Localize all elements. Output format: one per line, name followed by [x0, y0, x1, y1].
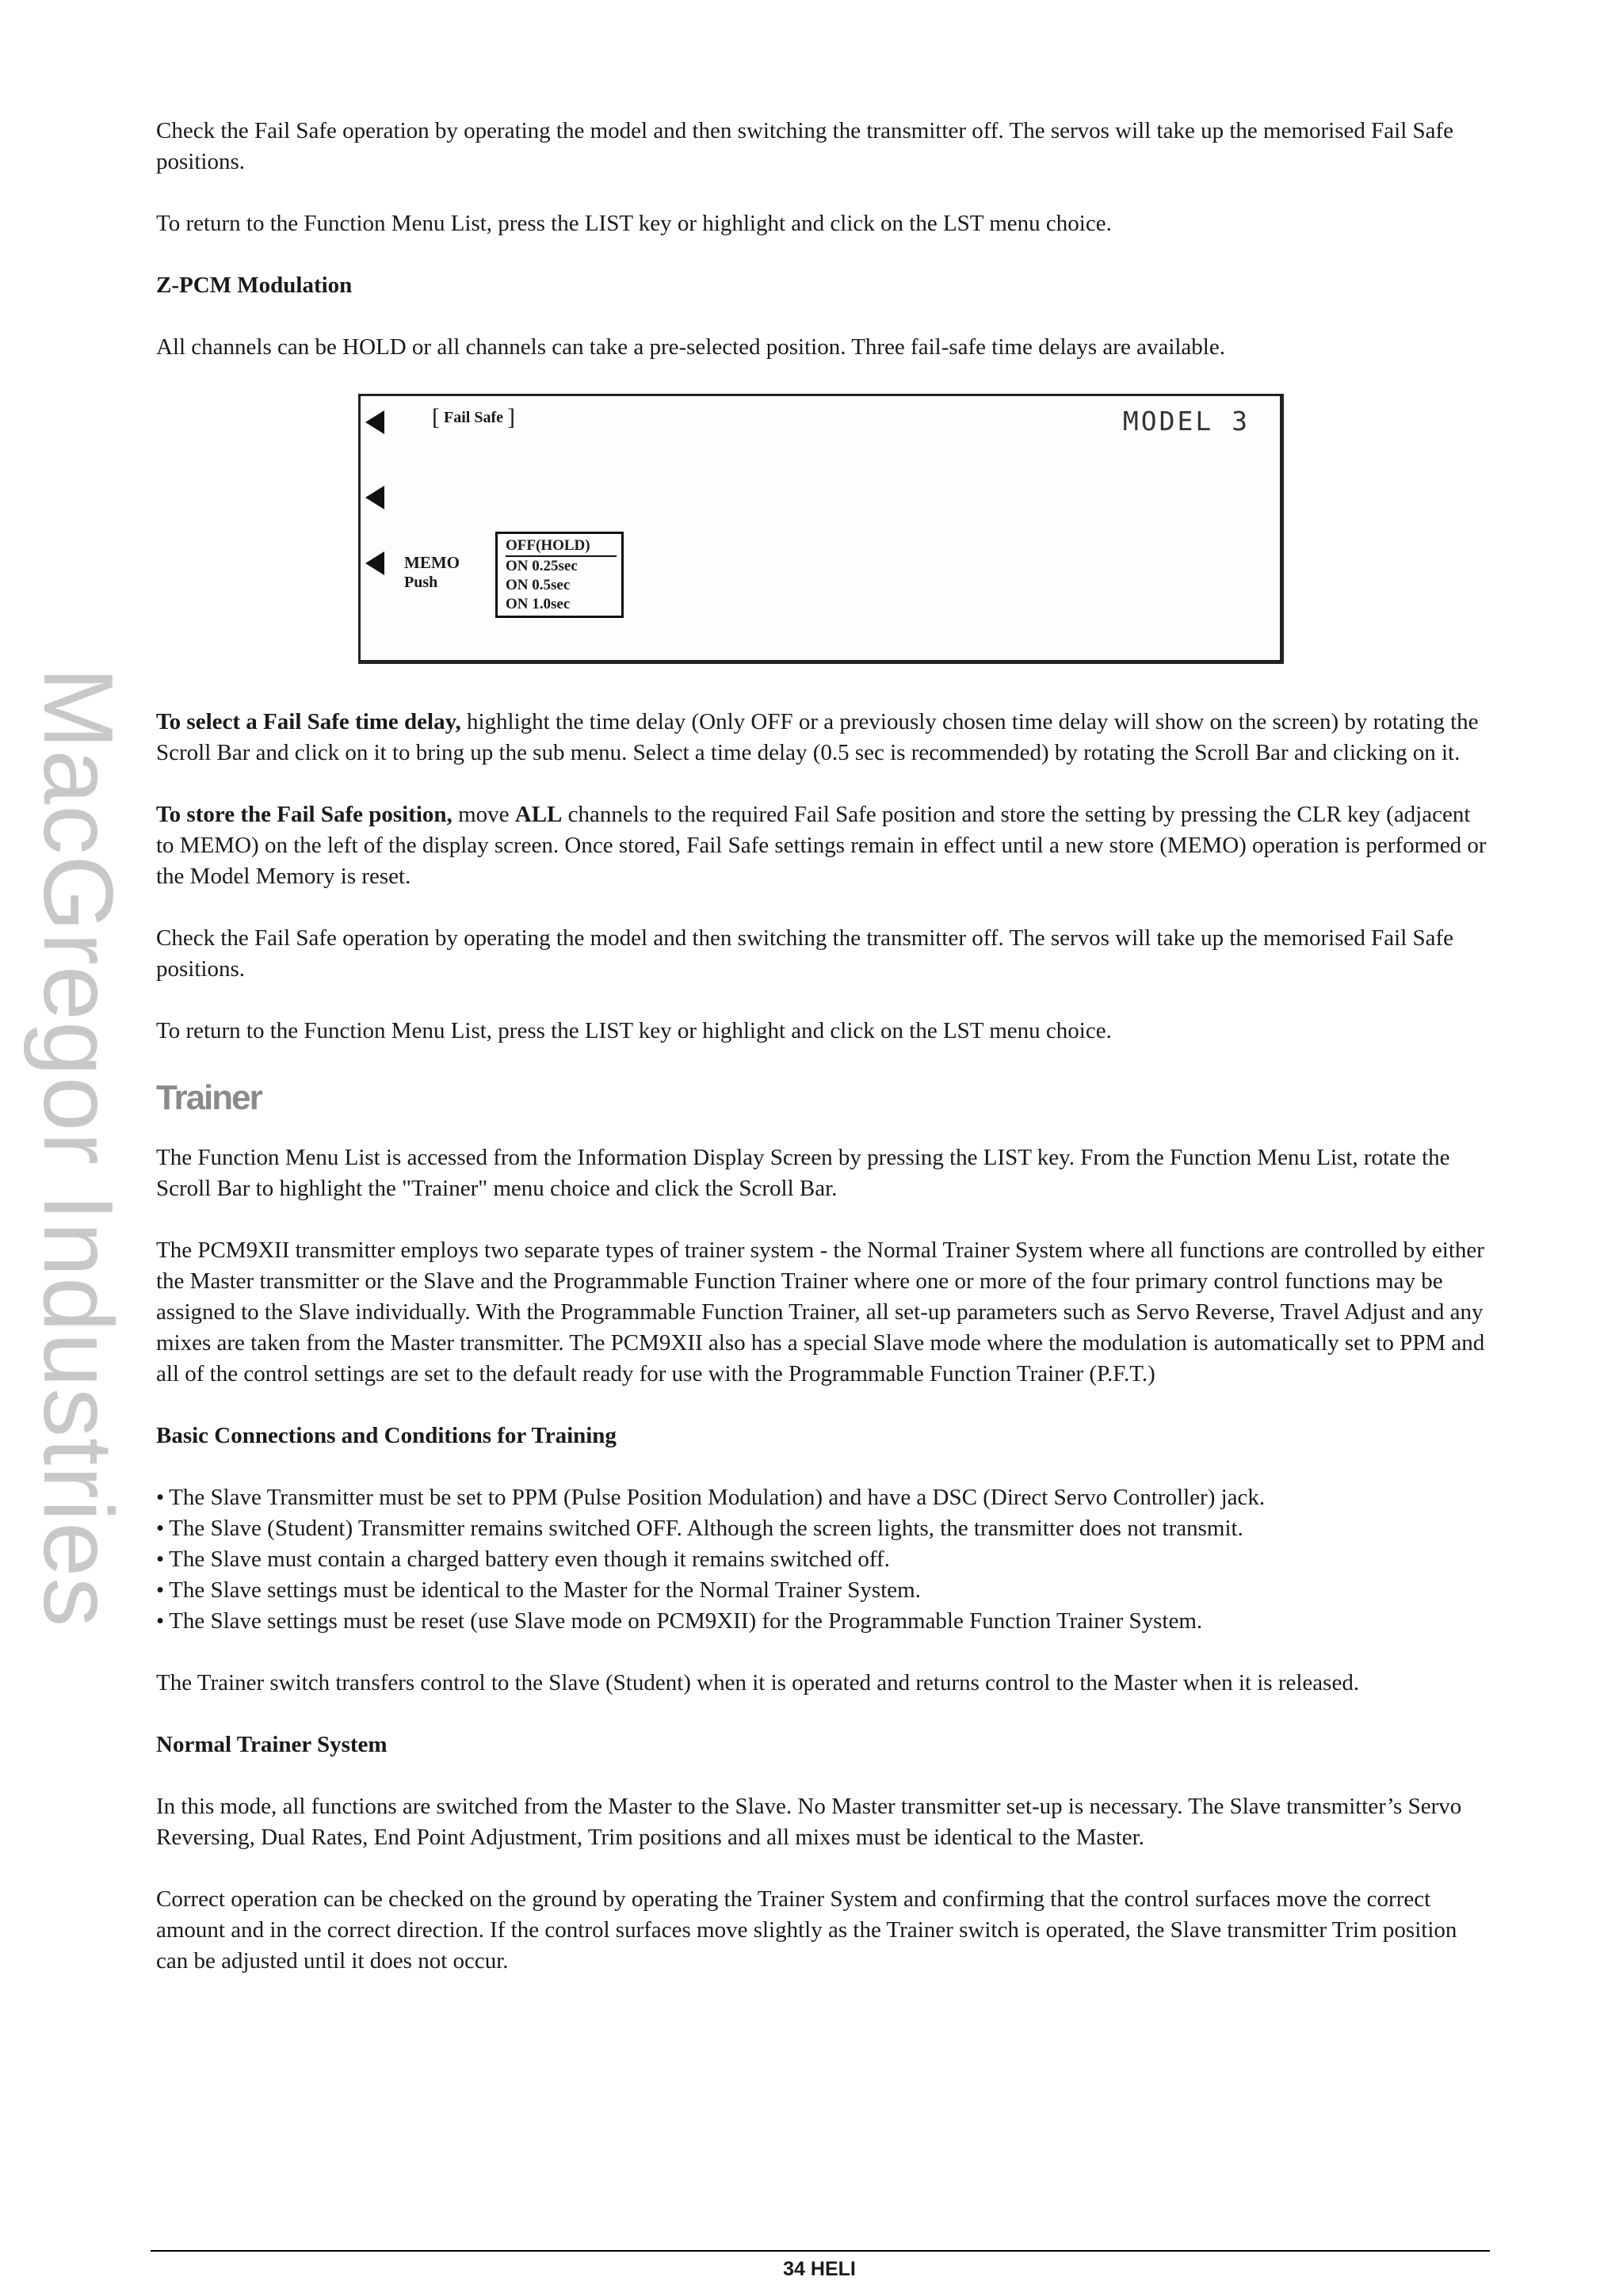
- list-item: • The Slave (Student) Transmitter remains switched OFF. Although the screen lights, the transmitter does not transmit.: [156, 1516, 1243, 1541]
- bracket-open-icon: [: [432, 404, 440, 430]
- paragraph: To return to the Function Menu List, press the LIST key or highlight and click on the LST menu choice.: [156, 211, 1112, 236]
- paragraph: The Function Menu List is accessed from the Information Display Screen by pressing the LIST key. From the Function Menu List, rotate the Scroll Bar to highlight the "Trainer" menu choice and click the Scroll Bar.: [156, 1145, 1450, 1201]
- delay-option: ON 0.5sec: [506, 577, 571, 593]
- list-item: • The Slave Transmitter must be set to PPM (Pulse Position Modulation) and have a DSC (Direct Servo Controller) jack.: [156, 1485, 1266, 1510]
- paragraph: In this mode, all functions are switched from the Master to the Slave. No Master transmitter set-up is necessary. The Slave transmitter’s Servo Reversing, Dual Rates, End Point Adjustment, Trim positions and all mixes must be identical to the Master.: [156, 1794, 1462, 1850]
- paragraph-store-position: [156, 799, 1487, 892]
- list-item: • The Slave settings must be identical to the Master for the Normal Trainer System.: [156, 1577, 921, 1603]
- delay-option: OFF(HOLD): [506, 536, 617, 557]
- memo-label: MEMO: [404, 553, 460, 572]
- section-heading-basic: Basic Connections and Conditions for Training: [156, 1423, 617, 1448]
- body-text: highlight the time delay (Only OFF or a previously chosen time delay will show on the screen) by rotating the Scroll Bar and click on it to bring up the sub menu. Select a time delay (0.5 sec is recommended) by rotating the Scroll Bar and clicking on it.: [156, 709, 1479, 765]
- bullet-list: [156, 1482, 1487, 1637]
- left-arrow-icon: [365, 551, 384, 575]
- push-label: Push: [404, 574, 438, 591]
- body-text: channels to the required Fail Safe position and store the setting by pressing the CLR key (adjacent to MEMO) on the left of the display screen. Once stored, Fail Safe settings remain in effect until a new store (MEMO) operation is performed or the Model Memory is reset.: [156, 802, 1487, 889]
- left-arrow-icon: [365, 486, 384, 509]
- lcd-delay-options: [495, 532, 624, 618]
- lead-text: To store the Fail Safe position,: [156, 802, 453, 827]
- lcd-screen-figure: [358, 394, 1284, 664]
- delay-option: ON 1.0sec: [506, 596, 571, 612]
- paragraph: All channels can be HOLD or all channels can take a pre-selected position. Three fail-safe time delays are available.: [156, 334, 1225, 360]
- watermark: MacGregor Industries: [23, 667, 132, 1628]
- bullet-icon: •: [156, 1547, 165, 1572]
- lead-text: To select a Fail Safe time delay,: [156, 709, 461, 734]
- emphasis-text: ALL: [514, 802, 563, 827]
- left-arrow-icon: [365, 410, 384, 434]
- bullet-icon: •: [156, 1577, 165, 1603]
- paragraph: Check the Fail Safe operation by operating the model and then switching the transmitter off. The servos will take up the memorised Fail Safe positions.: [156, 118, 1454, 174]
- bullet-icon: •: [156, 1608, 165, 1634]
- page-content: [156, 116, 1487, 2008]
- paragraph: The PCM9XII transmitter employs two separate types of trainer system - the Normal Trainer System where all functions are controlled by either the Master transmitter or the Slave and the Programmable Function Trainer where one or more of the four primary control functions may be assigned to the Slave individually. With the Programmable Function Trainer, all set-up parameters such as Servo Reverse, Travel Adjust and any mixes are taken from the Master transmitter. The PCM9XII also has a special Slave mode where the modulation is automatically set to PPM and all of the control settings are set to the default ready for use with the Programmable Function Trainer (P.F.T.): [156, 1238, 1485, 1386]
- section-title-trainer: Trainer: [156, 1078, 262, 1117]
- paragraph: Check the Fail Safe operation by operating the model and then switching the transmitter off. The servos will take up the memorised Fail Safe positions.: [156, 925, 1454, 982]
- list-item: • The Slave must contain a charged battery even though it remains switched off.: [156, 1547, 890, 1572]
- lcd-memo-button: [404, 553, 460, 593]
- bullet-icon: •: [156, 1516, 165, 1541]
- section-heading-zpcm: Z-PCM Modulation: [156, 273, 353, 298]
- lcd-title-text: Fail Safe: [444, 409, 503, 426]
- paragraph-select-delay: [156, 707, 1487, 769]
- body-text: move: [452, 802, 515, 827]
- lcd-model-label: MODEL 3: [1122, 406, 1250, 437]
- paragraph: The Trainer switch transfers control to the Slave (Student) when it is operated and returns control to the Master when it is released.: [156, 1670, 1360, 1695]
- delay-option: ON 0.25sec: [506, 558, 578, 574]
- lcd-title: [432, 404, 515, 430]
- paragraph: To return to the Function Menu List, press the LIST key or highlight and click on the LST menu choice.: [156, 1018, 1112, 1043]
- bracket-close-icon: ]: [507, 404, 515, 430]
- footer-rule: [151, 2250, 1490, 2252]
- section-heading-normal-trainer: Normal Trainer System: [156, 1732, 388, 1757]
- list-item: • The Slave settings must be reset (use Slave mode on PCM9XII) for the Programmable Function Trainer System.: [156, 1608, 1203, 1634]
- page-footer: 34 HELI: [783, 2258, 856, 2280]
- bullet-icon: •: [156, 1485, 165, 1510]
- paragraph: Correct operation can be checked on the ground by operating the Trainer System and confirming that the control surfaces move the correct amount and in the correct direction. If the control surfaces move slightly as the Trainer switch is operated, the Slave transmitter Trim position can be adjusted until it does not occur.: [156, 1886, 1457, 1974]
